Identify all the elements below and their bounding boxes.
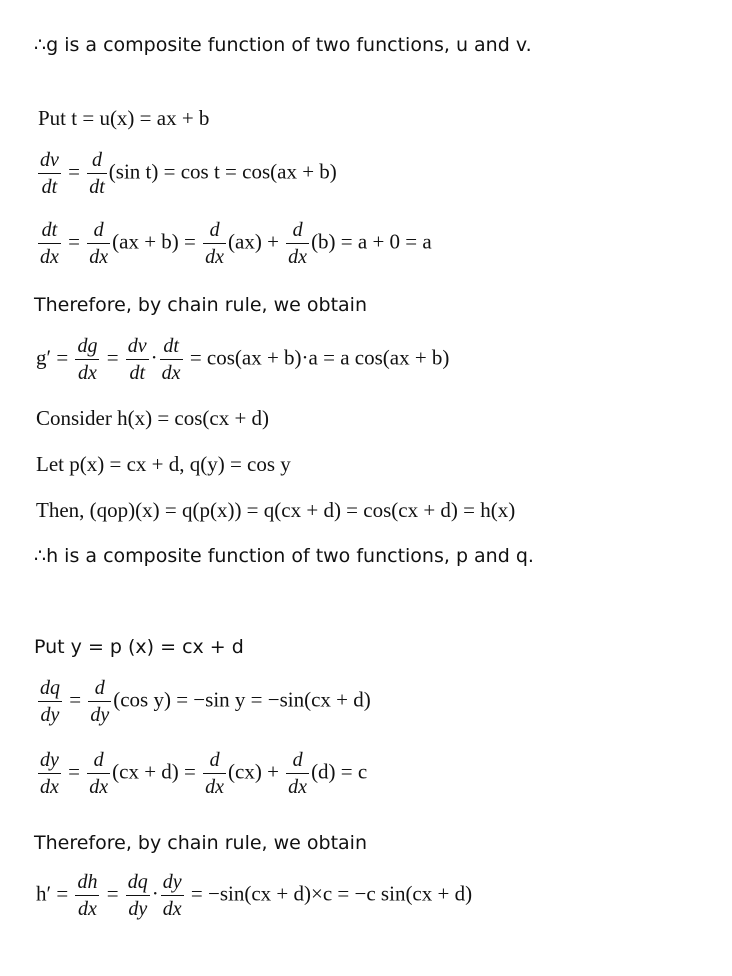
fraction-d-dx: $\frac{d}{dx}$ (89, 749, 109, 798)
fraction-dt-dx: $\frac{dt}{dx}$ (40, 219, 59, 268)
let-p-q-line: Let p(x) = cx + d, q(y) = cos y (36, 452, 291, 476)
put-t-line: Put t = u(x) = ax + b (38, 106, 210, 130)
dt-dx-part1: (ax + b) = (112, 229, 196, 254)
h-prime-label: h′ = (36, 881, 69, 906)
dy-dx-part2: (cx) + (228, 759, 279, 784)
h-prime-result: = −sin(cx + d)×c = −c sin(cx + d) (190, 881, 473, 906)
equals-sign: = (68, 159, 80, 184)
fraction-d-dx: $\frac{d}{dx}$ (205, 219, 225, 268)
dy-dx-equation (36, 750, 367, 797)
fraction-d-dx: $\frac{d}{dx}$ (89, 219, 109, 268)
g-prime-equation (36, 336, 449, 383)
dq-dy-equation (36, 678, 371, 725)
chain-rule-intro-2: Therefore, by chain rule, we obtain (34, 832, 368, 854)
put-y-line: Put y = p (x) = cx + d (34, 636, 244, 658)
statement-h-composite: ∴h is a composite function of two functions, p and q. (34, 545, 534, 567)
then-qop-line: Then, (qop)(x) = q(p(x)) = q(cx + d) = cos(cx + d) = h(x) (36, 498, 516, 522)
fraction-dh-dx: $\frac{dh}{dx}$ (77, 871, 98, 920)
dot-operator: · (151, 881, 159, 906)
dy-dx-part3: (d) = c (311, 759, 368, 784)
dv-dt-equation (36, 150, 337, 197)
fraction-dq-dy: $\frac{dq}{dy}$ (40, 677, 60, 726)
fraction-d-dx: $\frac{d}{dx}$ (288, 219, 308, 268)
equals-sign: = (68, 759, 80, 784)
dt-dx-part3: (b) = a + 0 = a (311, 229, 432, 254)
fraction-dg-dx: $\frac{dg}{dx}$ (77, 335, 98, 384)
dt-dx-part2: (ax) + (228, 229, 279, 254)
fraction-d-dx: $\frac{d}{dx}$ (205, 749, 225, 798)
dv-dt-rhs: (sin t) = cos t = cos(ax + b) (108, 159, 337, 184)
dy-dx-part1: (cx + d) = (112, 759, 196, 784)
fraction-d-dt: $\frac{d}{dt}$ (89, 149, 105, 198)
equals-sign: = (106, 881, 119, 906)
fraction-dv-dt: $\frac{dv}{dt}$ (40, 149, 59, 198)
fraction-dv-dt: $\frac{dv}{dt}$ (127, 335, 147, 384)
equals-sign: = (69, 687, 82, 712)
equals-sign: = (68, 229, 80, 254)
h-prime-equation (36, 872, 472, 919)
equals-sign: = (106, 345, 119, 370)
g-prime-label: g′ = (36, 345, 69, 370)
dq-dy-rhs: (cos y) = −sin y = −sin(cx + d) (113, 687, 371, 712)
dot-operator: · (150, 345, 158, 370)
consider-h-line: Consider h(x) = cos(cx + d) (36, 406, 270, 430)
g-prime-result: = cos(ax + b)·a = a cos(ax + b) (189, 345, 450, 370)
fraction-dy-dx: $\frac{dy}{dx}$ (162, 871, 182, 920)
dt-dx-equation (36, 220, 432, 267)
fraction-d-dy: $\frac{d}{dy}$ (90, 677, 110, 726)
fraction-d-dx: $\frac{d}{dx}$ (288, 749, 308, 798)
chain-rule-intro-1: Therefore, by chain rule, we obtain (34, 294, 368, 316)
fraction-dy-dx: $\frac{dy}{dx}$ (40, 749, 59, 798)
fraction-dq-dy: $\frac{dq}{dy}$ (127, 871, 148, 920)
statement-g-composite: ∴g is a composite function of two functions, u and v. (34, 34, 532, 56)
fraction-dt-dx: $\frac{dt}{dx}$ (161, 335, 181, 384)
